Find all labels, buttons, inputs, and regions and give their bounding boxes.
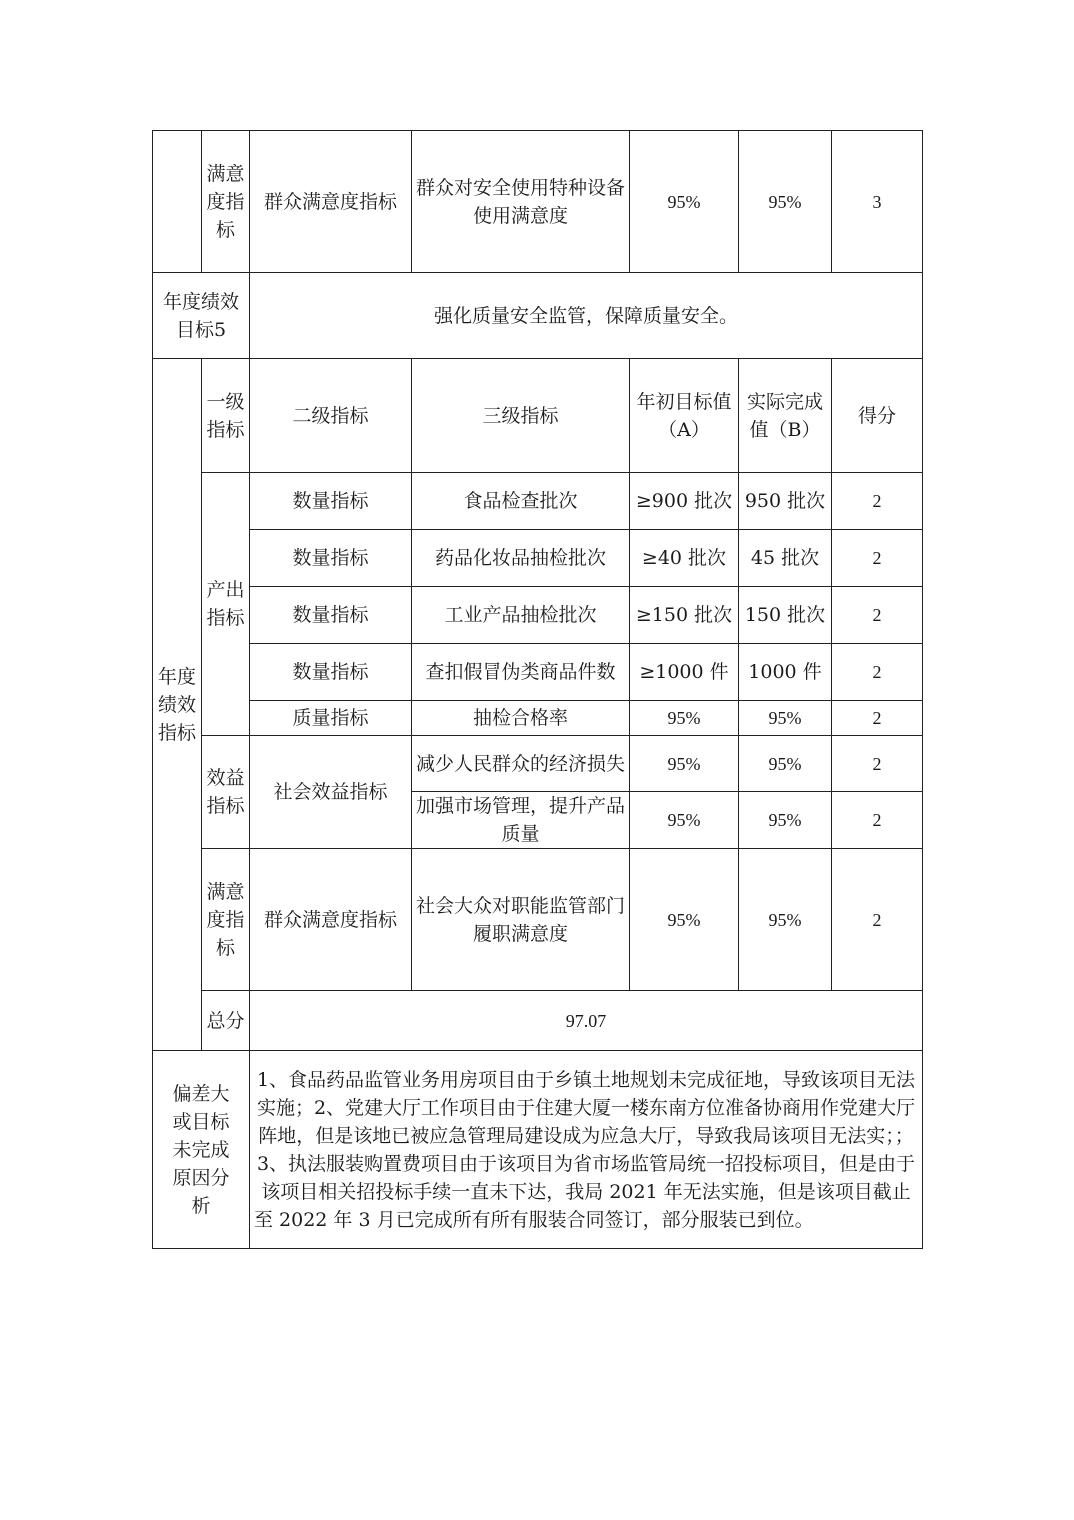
table-row — [153, 849, 923, 991]
level3-cell: 药品化妆品抽检批次 — [412, 530, 630, 587]
section-label: 年度绩效指标 — [153, 359, 202, 1051]
level3-cell: 查扣假冒伪类商品件数 — [412, 644, 630, 701]
empty-cell — [153, 131, 202, 273]
deviation-row — [153, 1051, 923, 1249]
actual-value: 95% — [739, 736, 832, 792]
level2-cell: 质量指标 — [250, 701, 412, 736]
level2-cell: 群众满意度指标 — [250, 131, 412, 273]
actual-value: 150 批次 — [739, 587, 832, 644]
header-row — [153, 359, 923, 473]
level3-cell: 减少人民群众的经济损失 — [412, 736, 630, 792]
score-value: 3 — [832, 131, 923, 273]
performance-table — [152, 130, 923, 1249]
target-value: 95% — [630, 736, 739, 792]
actual-value: 95% — [739, 701, 832, 736]
level3-cell: 加强市场管理，提升产品质量 — [412, 792, 630, 849]
target-value: ≥150 批次 — [630, 587, 739, 644]
header-actual: 实际完成值（B） — [739, 359, 832, 473]
level3-cell: 群众对安全使用特种设备使用满意度 — [412, 131, 630, 273]
total-label: 总分 — [202, 991, 250, 1051]
score-value: 2 — [832, 701, 923, 736]
table-row — [153, 587, 923, 644]
goal-label: 年度绩效目标5 — [153, 273, 250, 359]
table-row — [153, 644, 923, 701]
satisfaction-label: 满意度指标 — [202, 849, 250, 991]
score-value: 2 — [832, 644, 923, 701]
score-value: 2 — [832, 530, 923, 587]
table-row — [153, 530, 923, 587]
score-value: 2 — [832, 587, 923, 644]
actual-value: 95% — [739, 849, 832, 991]
level2-cell: 数量指标 — [250, 587, 412, 644]
actual-value: 95% — [739, 131, 832, 273]
table-row — [153, 131, 923, 273]
level1-label: 满意度指标 — [202, 131, 250, 273]
score-value: 2 — [832, 473, 923, 530]
goal-text: 强化质量安全监管，保障质量安全。 — [250, 273, 923, 359]
total-row — [153, 991, 923, 1051]
table-row — [153, 736, 923, 792]
actual-value: 950 批次 — [739, 473, 832, 530]
level3-cell: 社会大众对职能监管部门履职满意度 — [412, 849, 630, 991]
target-value: ≥1000 件 — [630, 644, 739, 701]
table-row — [153, 273, 923, 359]
target-value: 95% — [630, 792, 739, 849]
actual-value: 45 批次 — [739, 530, 832, 587]
target-value: ≥900 批次 — [630, 473, 739, 530]
score-value: 2 — [832, 849, 923, 991]
level2-cell: 数量指标 — [250, 530, 412, 587]
level2-cell: 社会效益指标 — [250, 736, 412, 849]
deviation-text: 1、食品药品监管业务用房项目由于乡镇土地规划未完成征地，导致该项目无法实施；2、党建大厅工作项目由于住建大厦一楼东南方位准备协商用作党建大厅阵地，但是该地已被应急管理局建设成为应急大厅，导致我局该项目无法实；；3、执法服装购置费项目由于该项目为省市场监管局统一招投标项目，但是由于该项目相关招投标手续一直未下达，我局 2021 年无法实施，但是该项目截止至 2022 年 3 月已完成所有所有服装合同签订，部分服装已到位。 — [250, 1051, 923, 1249]
actual-value: 95% — [739, 792, 832, 849]
target-value: 95% — [630, 131, 739, 273]
target-value: 95% — [630, 701, 739, 736]
level2-cell: 数量指标 — [250, 644, 412, 701]
table-row — [153, 701, 923, 736]
score-value: 2 — [832, 792, 923, 849]
level3-cell: 抽检合格率 — [412, 701, 630, 736]
total-value: 97.07 — [250, 991, 923, 1051]
level3-cell: 食品检查批次 — [412, 473, 630, 530]
header-level3: 三级指标 — [412, 359, 630, 473]
score-value: 2 — [832, 736, 923, 792]
header-target: 年初目标值（A） — [630, 359, 739, 473]
header-level1: 一级指标 — [202, 359, 250, 473]
table-row — [153, 473, 923, 530]
level2-cell: 群众满意度指标 — [250, 849, 412, 991]
benefit-label: 效益指标 — [202, 736, 250, 849]
target-value: ≥40 批次 — [630, 530, 739, 587]
header-level2: 二级指标 — [250, 359, 412, 473]
level3-cell: 工业产品抽检批次 — [412, 587, 630, 644]
header-score: 得分 — [832, 359, 923, 473]
actual-value: 1000 件 — [739, 644, 832, 701]
deviation-label: 偏差大或目标未完成原因分析 — [153, 1051, 250, 1249]
output-label: 产出指标 — [202, 473, 250, 736]
target-value: 95% — [630, 849, 739, 991]
level2-cell: 数量指标 — [250, 473, 412, 530]
